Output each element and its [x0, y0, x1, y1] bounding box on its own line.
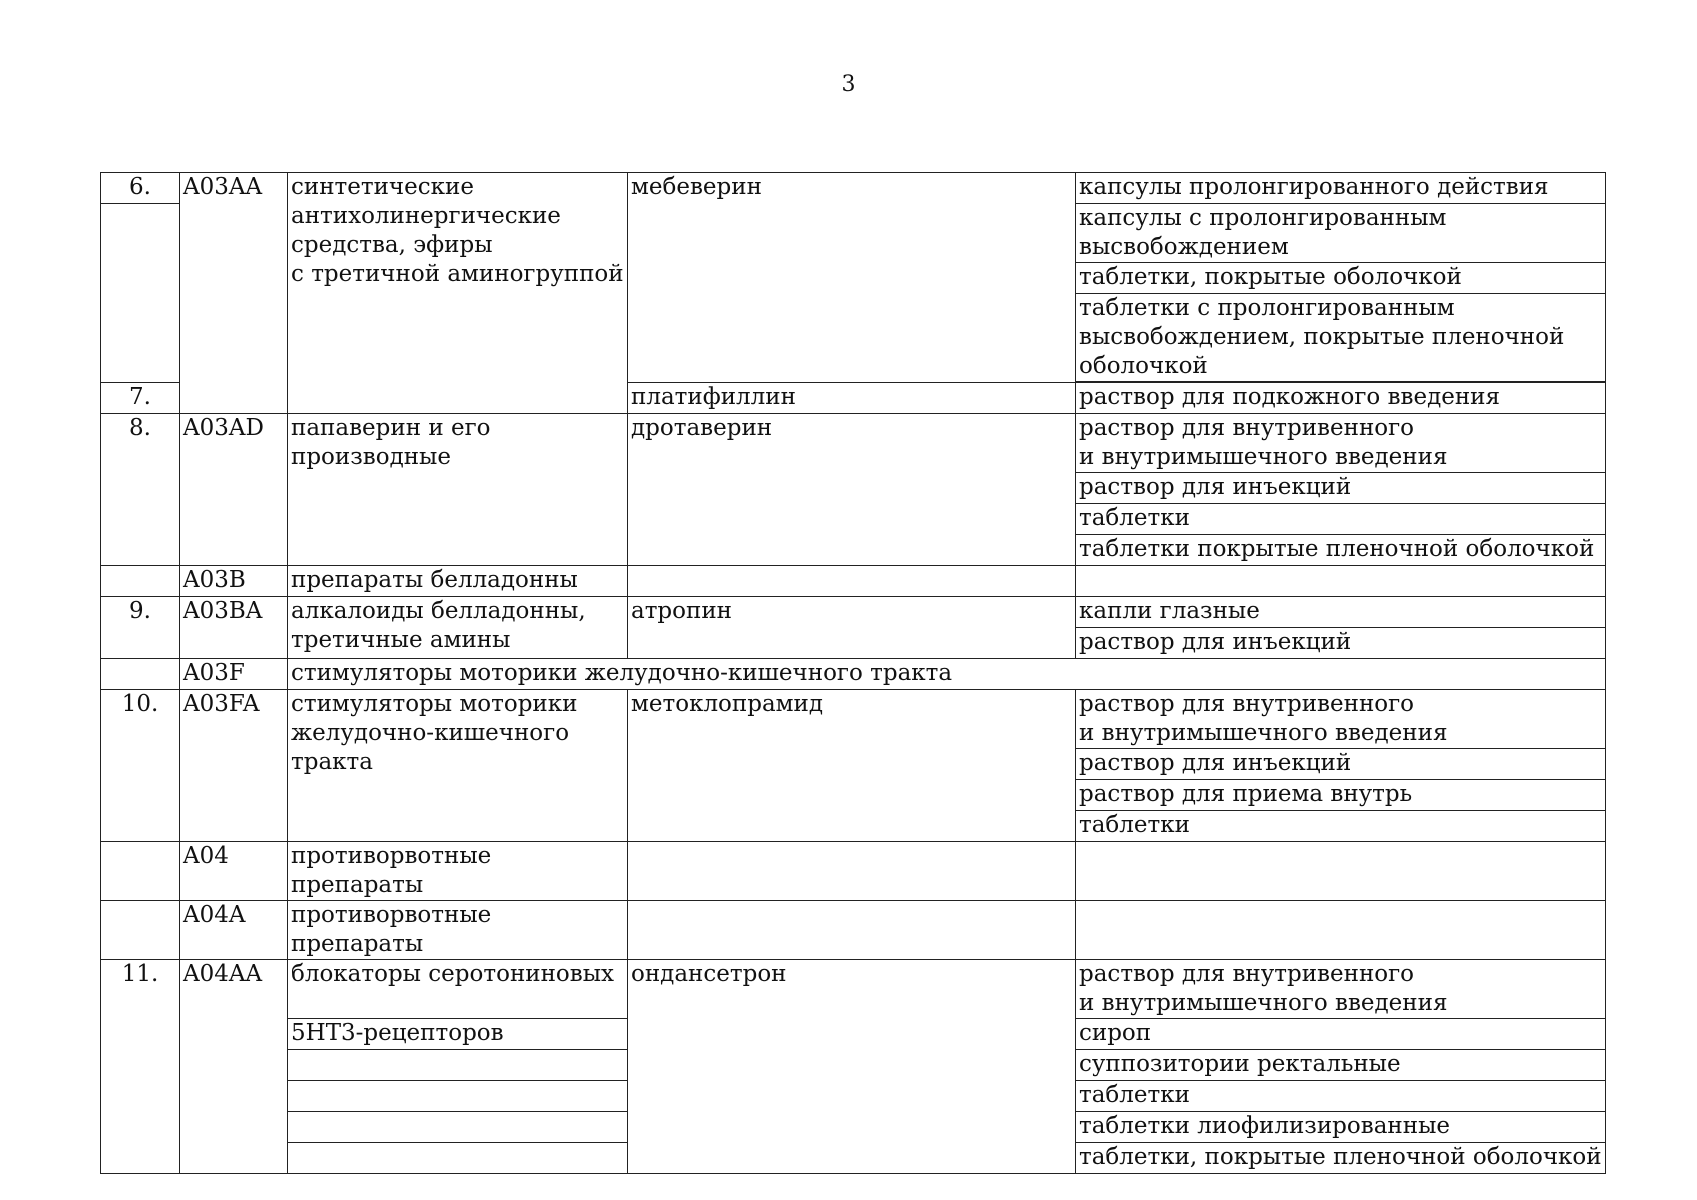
atc-code: A03AD	[180, 414, 288, 566]
row-number: 9.	[101, 597, 180, 659]
dosage-form-empty	[1076, 842, 1606, 901]
table-row	[101, 173, 1606, 204]
drug-inn: ондансетрон	[628, 960, 1076, 1174]
dosage-form: раствор для инъекций	[1076, 473, 1606, 504]
group-name-continued: 5HT3-рецепторов	[288, 1019, 628, 1050]
table-row	[101, 842, 1606, 901]
page-number: 3	[841, 72, 856, 97]
atc-code: A03B	[180, 566, 288, 597]
dosage-form: суппозитории ректальные	[1076, 1050, 1606, 1081]
group-name-empty	[288, 1050, 628, 1081]
dosage-form: капсулы с пролонгированным высвобождением	[1076, 204, 1606, 263]
dosage-form-empty	[1076, 566, 1606, 597]
medication-table	[100, 172, 1606, 1174]
dosage-form: раствор для инъекций	[1076, 749, 1606, 780]
row-number: 6.	[101, 173, 180, 204]
dosage-form: капли глазные	[1076, 597, 1606, 628]
row-number-empty	[101, 566, 180, 597]
drug-inn: дротаверин	[628, 414, 1076, 566]
dosage-form: таблетки лиофилизированные	[1076, 1112, 1606, 1143]
drug-inn-empty	[628, 901, 1076, 960]
atc-code: A04	[180, 842, 288, 901]
group-name: блокаторы серотониновых	[288, 960, 628, 1019]
dosage-form: раствор для внутривенного и внутримышечного введения	[1076, 690, 1606, 749]
drug-inn: атропин	[628, 597, 1076, 659]
atc-code: A04A	[180, 901, 288, 960]
table-row	[101, 901, 1606, 960]
row-number: 8.	[101, 414, 180, 566]
row-number-empty	[101, 842, 180, 901]
dosage-form: раствор для инъекций	[1076, 628, 1606, 659]
atc-code: A03BA	[180, 597, 288, 659]
row-number-empty	[101, 204, 180, 383]
dosage-form: раствор для внутривенного и внутримышечного введения	[1076, 414, 1606, 473]
row-number-empty	[101, 901, 180, 960]
table-row	[101, 566, 1606, 597]
row-number-empty	[101, 659, 180, 690]
group-name-empty	[288, 1081, 628, 1112]
group-name-empty	[288, 1143, 628, 1174]
dosage-form: сироп	[1076, 1019, 1606, 1050]
drug-inn-empty	[628, 842, 1076, 901]
atc-code: A03F	[180, 659, 288, 690]
group-name: противорвотные препараты	[288, 842, 628, 901]
dosage-form: таблетки покрытые пленочной оболочкой	[1076, 535, 1606, 566]
drug-inn-empty	[628, 566, 1076, 597]
table-row	[101, 597, 1606, 628]
group-name: папаверин и его производные	[288, 414, 628, 566]
atc-code: A03AA	[180, 173, 288, 414]
dosage-form: таблетки	[1076, 504, 1606, 535]
group-name-empty	[288, 1112, 628, 1143]
drug-inn: мебеверин	[628, 173, 1076, 383]
group-name: стимуляторы моторики желудочно-кишечного тракта	[288, 659, 1606, 690]
dosage-form: таблетки	[1076, 811, 1606, 842]
atc-code: A03FA	[180, 690, 288, 842]
dosage-form: раствор для приема внутрь	[1076, 780, 1606, 811]
dosage-form: капсулы пролонгированного действия	[1076, 173, 1606, 204]
row-number: 10.	[101, 690, 180, 842]
table-row	[101, 659, 1606, 690]
dosage-form: раствор для подкожного введения	[1076, 383, 1606, 414]
dosage-form-empty	[1076, 901, 1606, 960]
table-row	[101, 690, 1606, 749]
table-row	[101, 414, 1606, 473]
group-name: стимуляторы моторики желудочно-кишечного тракта	[288, 690, 628, 842]
dosage-form: таблетки, покрытые пленочной оболочкой	[1076, 1143, 1606, 1174]
group-name: алкалоиды белладонны, третичные амины	[288, 597, 628, 659]
atc-code: A04AA	[180, 960, 288, 1174]
group-name: препараты белладонны	[288, 566, 628, 597]
group-name: синтетические антихолинергические средства, эфиры с третичной аминогруппой	[288, 173, 628, 414]
drug-inn: метоклопрамид	[628, 690, 1076, 842]
group-name: противорвотные препараты	[288, 901, 628, 960]
table-row	[101, 960, 1606, 1019]
dosage-form: раствор для внутривенного и внутримышечного введения	[1076, 960, 1606, 1019]
dosage-form: таблетки с пролонгированным высвобождением, покрытые пленочной оболочкой	[1076, 294, 1606, 382]
row-number: 11.	[101, 960, 180, 1174]
row-number: 7.	[101, 383, 180, 414]
dosage-form: таблетки	[1076, 1081, 1606, 1112]
drug-inn: платифиллин	[628, 383, 1076, 414]
dosage-form: таблетки, покрытые оболочкой	[1076, 263, 1606, 294]
